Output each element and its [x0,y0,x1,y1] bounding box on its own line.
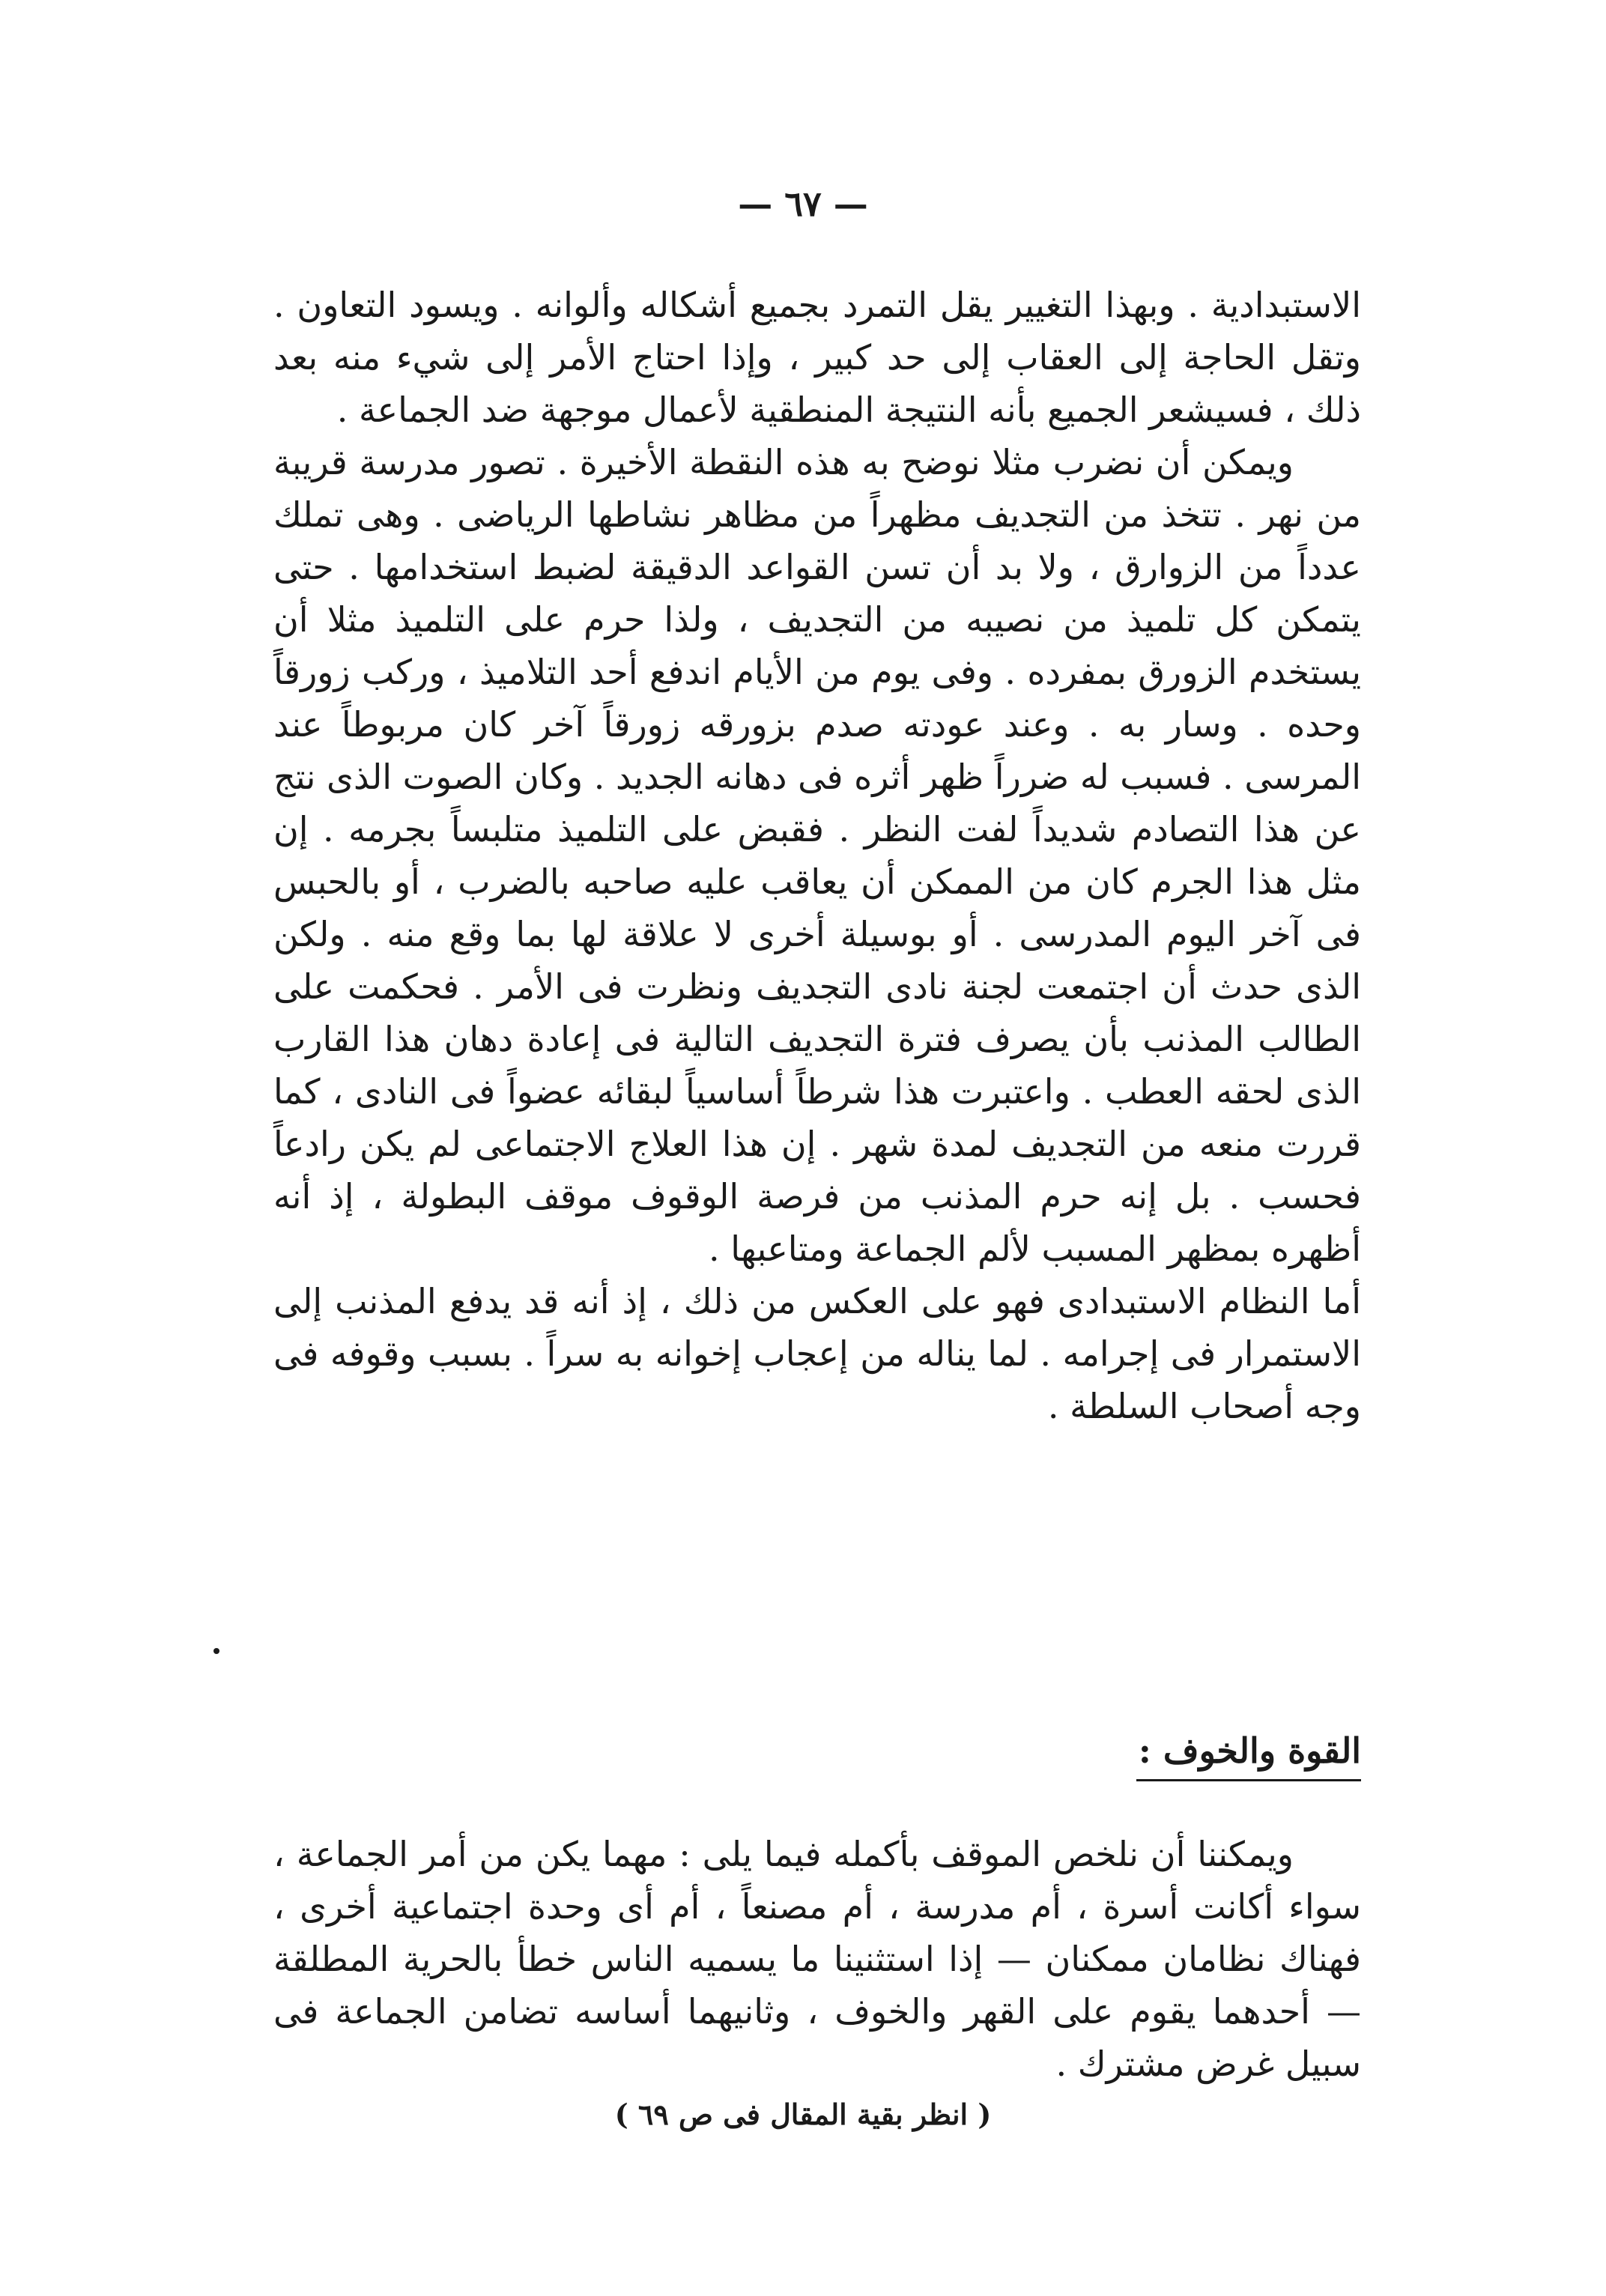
page-number: — ٦٧ — [738,184,868,224]
section-heading: القوة والخوف : [1138,1730,1361,1771]
paragraph-1: الاستبدادية . وبهذا التغيير يقل التمرد بجميع أشكاله وألوانه . ويسود التعاون . وتقل الحاجة إلى العقاب إلى حد كبير ، وإذا احتاج الأمر إلى شيء منه بعد ذلك ، فسيشعر الجميع بأنه النتيجة المنطقية لأعمال موجهة ضد الجماعة . [273,285,1361,430]
section-heading-block [1136,1727,1361,1781]
article-body [273,279,1361,1432]
paragraph-2: ويمكن أن نضرب مثلا نوضح به هذه النقطة الأخيرة . تصور مدرسة قريبة من نهر . تتخذ من التجديف مظهراً من مظاهر نشاطها الرياضى . وهى تملك عدداً من الزوارق ، ولا بد أن تسن القواعد الدقيقة لضبط استخدامها . حتى يتمكن كل تلميذ من نصيبه من التجديف ، ولذا حرم على التلميذ مثلا أن يستخدم الزورق بمفرده . وفى يوم من الأيام اندفع أحد التلاميذ ، وركب زورقاً وحده . وسار به . وعند عودته صدم بزورقه زورقاً آخر كان مربوطاً عند المرسى . فسبب له ضرراً ظهر أثره فى دهانه الجديد . وكان الصوت الذى نتج عن هذا التصادم شديداً لفت النظر . فقبض على التلميذ متلبساً بجرمه . إن مثل هذا الجرم كان من الممكن أن يعاقب عليه صاحبه بالضرب ، أو بالحبس فى آخر اليوم المدرسى . أو بوسيلة أخرى لا علاقة لها بما وقع منه . ولكن الذى حدث أن اجتمعت لجنة نادى التجديف ونظرت فى الأمر . فحكمت على الطالب المذنب بأن يصرف فترة التجديف التالية فى إعادة دهان هذا القارب الذى لحقه العطب . واعتبرت هذا شرطاً أساسياً لبقائه عضواً فى النادى ، كما قررت منعه من التجديف لمدة شهر . إن هذا العلاج الاجتماعى لم يكن رادعاً فحسب . بل إنه حرم المذنب من فرصة الوقوف موقف البطولة ، إذ أنه أظهره بمظهر المسبب لألم الجماعة ومتاعبها . [273,442,1361,1269]
heading-underline [1136,1779,1361,1781]
continuation-note: ( انظر بقية المقال فى ص ٦٩ ) [614,2097,992,2131]
paragraph-3: أما النظام الاستبدادى فهو على العكس من ذلك ، إذ أنه قد يدفع المذنب إلى الاستمرار فى إجرامه . لما يناله من إعجاب إخوانه به سراً . بسبب وقوفه فى وجه أصحاب السلطة . [273,1281,1361,1426]
section-paragraph: ويمكننا أن نلخص الموقف بأكمله فيما يلى : مهما يكن من أمر الجماعة ، سواء أكانت أسرة ، أم مدرسة ، أم مصنعاً ، أم أى وحدة اجتماعية أخرى ، فهناك نظامان ممكنان — إذا استثنينا ما يسميه الناس خطأ بالحرية المطلقة — أحدهما يقوم على القهر والخوف ، وثانيهما أساسه تضامن الجماعة فى سبيل غرض مشترك . [273,1834,1361,2084]
section-body [273,1828,1361,2090]
stray-mark [213,1648,219,1654]
